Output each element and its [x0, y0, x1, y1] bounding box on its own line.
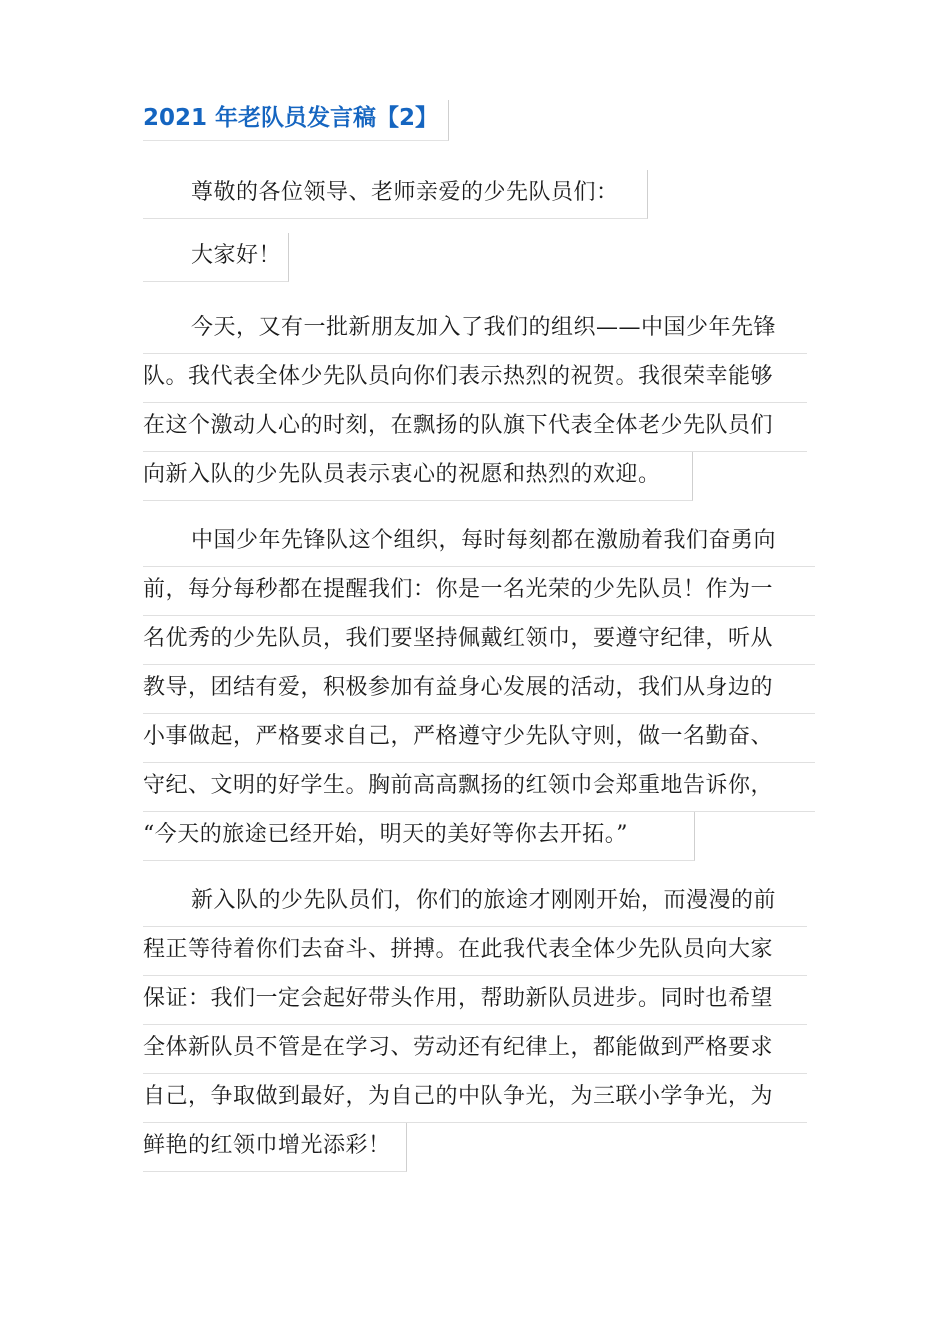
paragraph-line: 自己，争取做到最好，为自己的中队争光，为三联小学争光，为	[143, 1074, 807, 1123]
paragraph-line: 前，每分每秒都在提醒我们：你是一名光荣的少先队员！作为一	[143, 567, 815, 616]
paragraph-line: 鲜艳的红领巾增光添彩！	[143, 1123, 407, 1172]
paragraph-line: 守纪、文明的好学生。胸前高高飘扬的红领巾会郑重地告诉你，	[143, 763, 815, 812]
paragraph-line: 教导，团结有爱，积极参加有益身心发展的活动，我们从身边的	[143, 665, 815, 714]
hello-line: 大家好！	[143, 233, 289, 282]
paragraph-line: 今天，又有一批新朋友加入了我们的组织——中国少年先锋	[143, 305, 807, 354]
paragraph-line: 向新入队的少先队员表示衷心的祝愿和热烈的欢迎。	[143, 452, 693, 501]
paragraph-line: 程正等待着你们去奋斗、拼搏。在此我代表全体少先队员向大家	[143, 927, 807, 976]
greeting-paragraph	[143, 170, 648, 219]
paragraph-line: 全体新队员不管是在学习、劳动还有纪律上，都能做到严格要求	[143, 1025, 807, 1074]
paragraph-line: “今天的旅途已经开始，明天的美好等你去开拓。”	[143, 812, 695, 861]
paragraph-line: 新入队的少先队员们，你们的旅途才刚刚开始，而漫漫的前	[143, 878, 807, 927]
hello-paragraph	[143, 233, 289, 282]
paragraph-line: 名优秀的少先队员，我们要坚持佩戴红领巾，要遵守纪律，听从	[143, 616, 815, 665]
greeting-line: 尊敬的各位领导、老师亲爱的少先队员们：	[143, 170, 648, 219]
paragraph-line: 小事做起，严格要求自己，严格遵守少先队守则，做一名勤奋、	[143, 714, 815, 763]
paragraph-line: 在这个激动人心的时刻，在飘扬的队旗下代表全体老少先队员们	[143, 403, 807, 452]
body-paragraph-3	[143, 878, 807, 1172]
paragraph-line: 保证：我们一定会起好带头作用，帮助新队员进步。同时也希望	[143, 976, 807, 1025]
paragraph-line: 队。我代表全体少先队员向你们表示热烈的祝贺。我很荣幸能够	[143, 354, 807, 403]
paragraph-line: 中国少年先锋队这个组织，每时每刻都在激励着我们奋勇向	[143, 518, 815, 567]
document-title: 2021 年老队员发言稿【2】	[143, 100, 449, 141]
body-paragraph-1	[143, 305, 807, 501]
body-paragraph-2	[143, 518, 815, 861]
